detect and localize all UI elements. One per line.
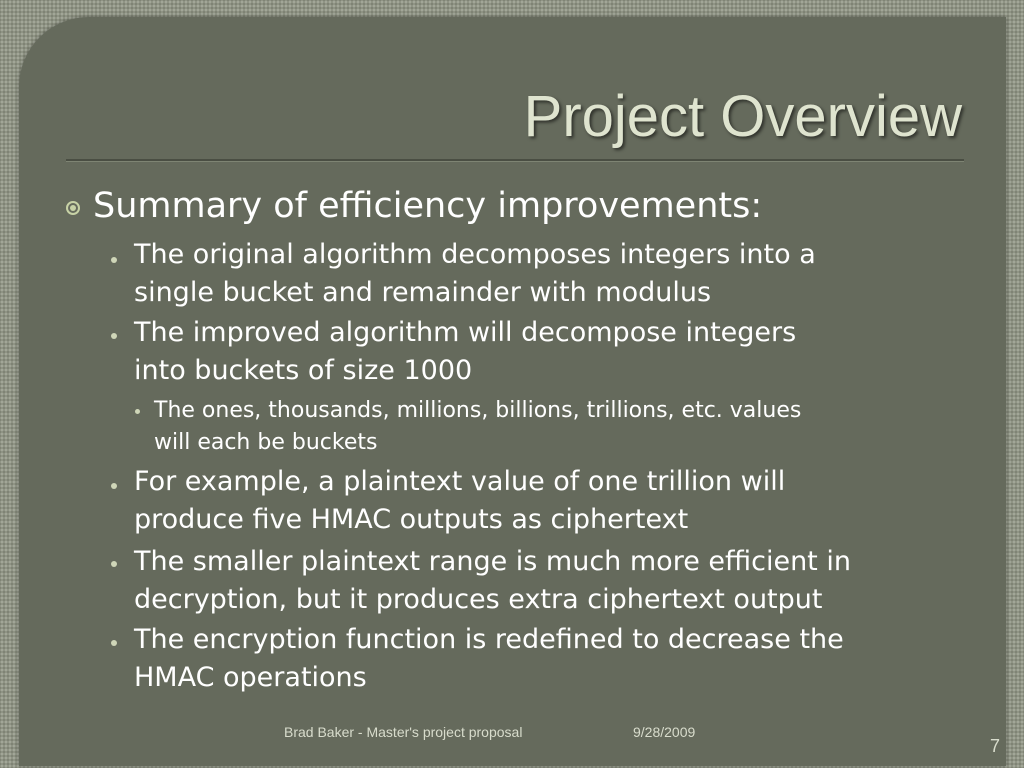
dot-bullet-icon	[111, 333, 117, 339]
bullet-item-original-algorithm	[134, 236, 816, 312]
bullet-line: produce five HMAC outputs as ciphertext	[134, 504, 689, 535]
bullet-line: into buckets of size 1000	[134, 355, 473, 386]
bullet-line: The encryption function is redefined to decrease the	[134, 624, 844, 655]
bullet-item-example	[134, 463, 785, 539]
slide-number: 7	[989, 736, 1000, 756]
sub-bullet-line: will each be buckets	[154, 430, 378, 455]
sub-bullet-line: The ones, thousands, millions, billions, trillions, etc. values	[154, 398, 802, 423]
circled-dot-bullet-icon	[66, 201, 80, 215]
dot-bullet-icon	[111, 483, 117, 489]
bullet-line: The smaller plaintext range is much more efficient in	[134, 546, 851, 577]
dot-bullet-icon	[111, 257, 117, 263]
bullet-item-improved-algorithm	[134, 314, 796, 390]
bullet-line: For example, a plaintext value of one trillion will	[134, 466, 786, 497]
bullet-line: The improved algorithm will decompose integers	[134, 317, 797, 348]
dot-bullet-icon	[111, 561, 117, 567]
slide-title: Project Overview	[523, 84, 962, 149]
bullet-item-encryption-function	[134, 621, 844, 697]
summary-heading: Summary of efficiency improvements:	[93, 186, 763, 226]
bullet-line: HMAC operations	[134, 662, 367, 693]
bullet-line: single bucket and remainder with modulus	[134, 277, 712, 308]
footer-author: Brad Baker - Master's project proposal	[284, 724, 523, 740]
bullet-line: The original algorithm decomposes integers into a	[134, 239, 816, 270]
dot-bullet-icon	[111, 640, 117, 646]
footer-date: 9/28/2009	[633, 724, 696, 740]
bullet-line: decryption, but it produces extra ciphertext output	[134, 584, 823, 615]
dot-bullet-icon	[135, 409, 140, 414]
sub-bullet-item-buckets	[154, 395, 801, 459]
bullet-item-plaintext-range	[134, 543, 851, 619]
